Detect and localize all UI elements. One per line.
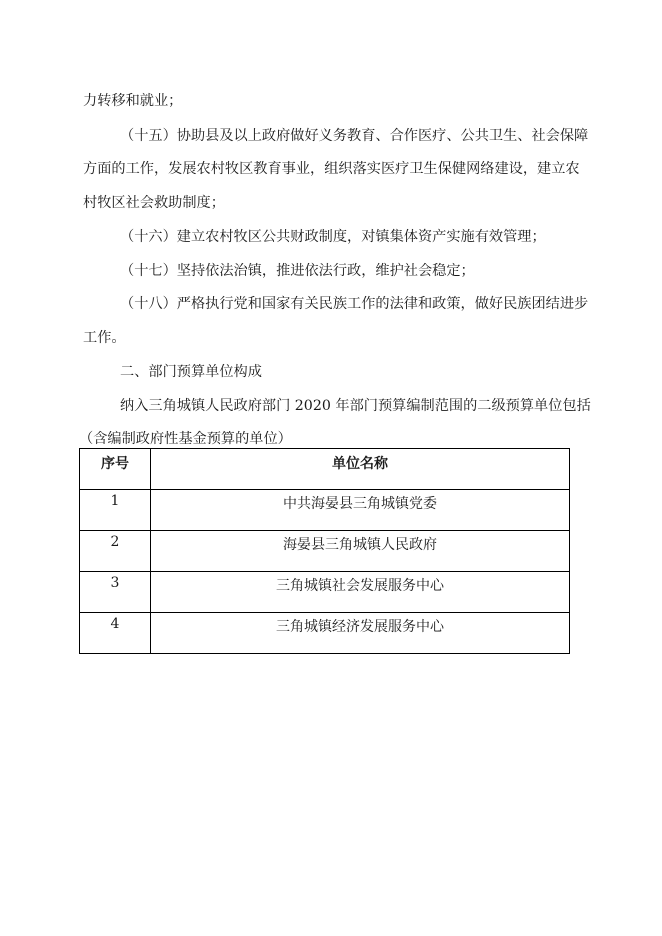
table-row: [80, 531, 570, 572]
paragraph-line: （含编制政府性基金预算的单位）: [79, 431, 292, 447]
paragraph-line: 力转移和就业；: [83, 93, 183, 109]
cell-index: 4: [80, 613, 151, 654]
cell-unit-name: 三角城镇社会发展服务中心: [151, 572, 570, 613]
paragraph-line: 村牧区社会救助制度；: [83, 195, 225, 211]
cell-index: 2: [80, 531, 151, 572]
paragraph-line: （十八）严格执行党和国家有关民族工作的法律和政策，做好民族团结进步: [120, 296, 589, 312]
paragraph-line: （十六）建立农村牧区公共财政制度，对镇集体资产实施有效管理；: [120, 229, 546, 245]
cell-unit-name: 海晏县三角城镇人民政府: [151, 531, 570, 572]
paragraph-line: 工作。: [83, 330, 126, 346]
section-heading: 二、部门预算单位构成: [120, 364, 262, 380]
cell-index: 3: [80, 572, 151, 613]
budget-units-table: [79, 448, 570, 654]
table-row: [80, 613, 570, 654]
header-index: 序号: [80, 449, 151, 490]
cell-unit-name: 三角城镇经济发展服务中心: [151, 613, 570, 654]
table-header-row: [80, 449, 570, 490]
paragraph-line: （十七）坚持依法治镇，推进依法行政，维护社会稳定；: [120, 263, 475, 279]
table-row: [80, 490, 570, 531]
cell-index: 1: [80, 490, 151, 531]
paragraph-line: 纳入三角城镇人民政府部门 2020 年部门预算编制范围的二级预算单位包括: [120, 398, 591, 414]
paragraph-line: （十五）协助县及以上政府做好义务教育、合作医疗、公共卫生、社会保障: [120, 128, 589, 144]
cell-unit-name: 中共海晏县三角城镇党委: [151, 490, 570, 531]
header-unit-name: 单位名称: [151, 449, 570, 490]
paragraph-line: 方面的工作，发展农村牧区教育事业，组织落实医疗卫生保健网络建设，建立农: [83, 161, 580, 177]
table-row: [80, 572, 570, 613]
